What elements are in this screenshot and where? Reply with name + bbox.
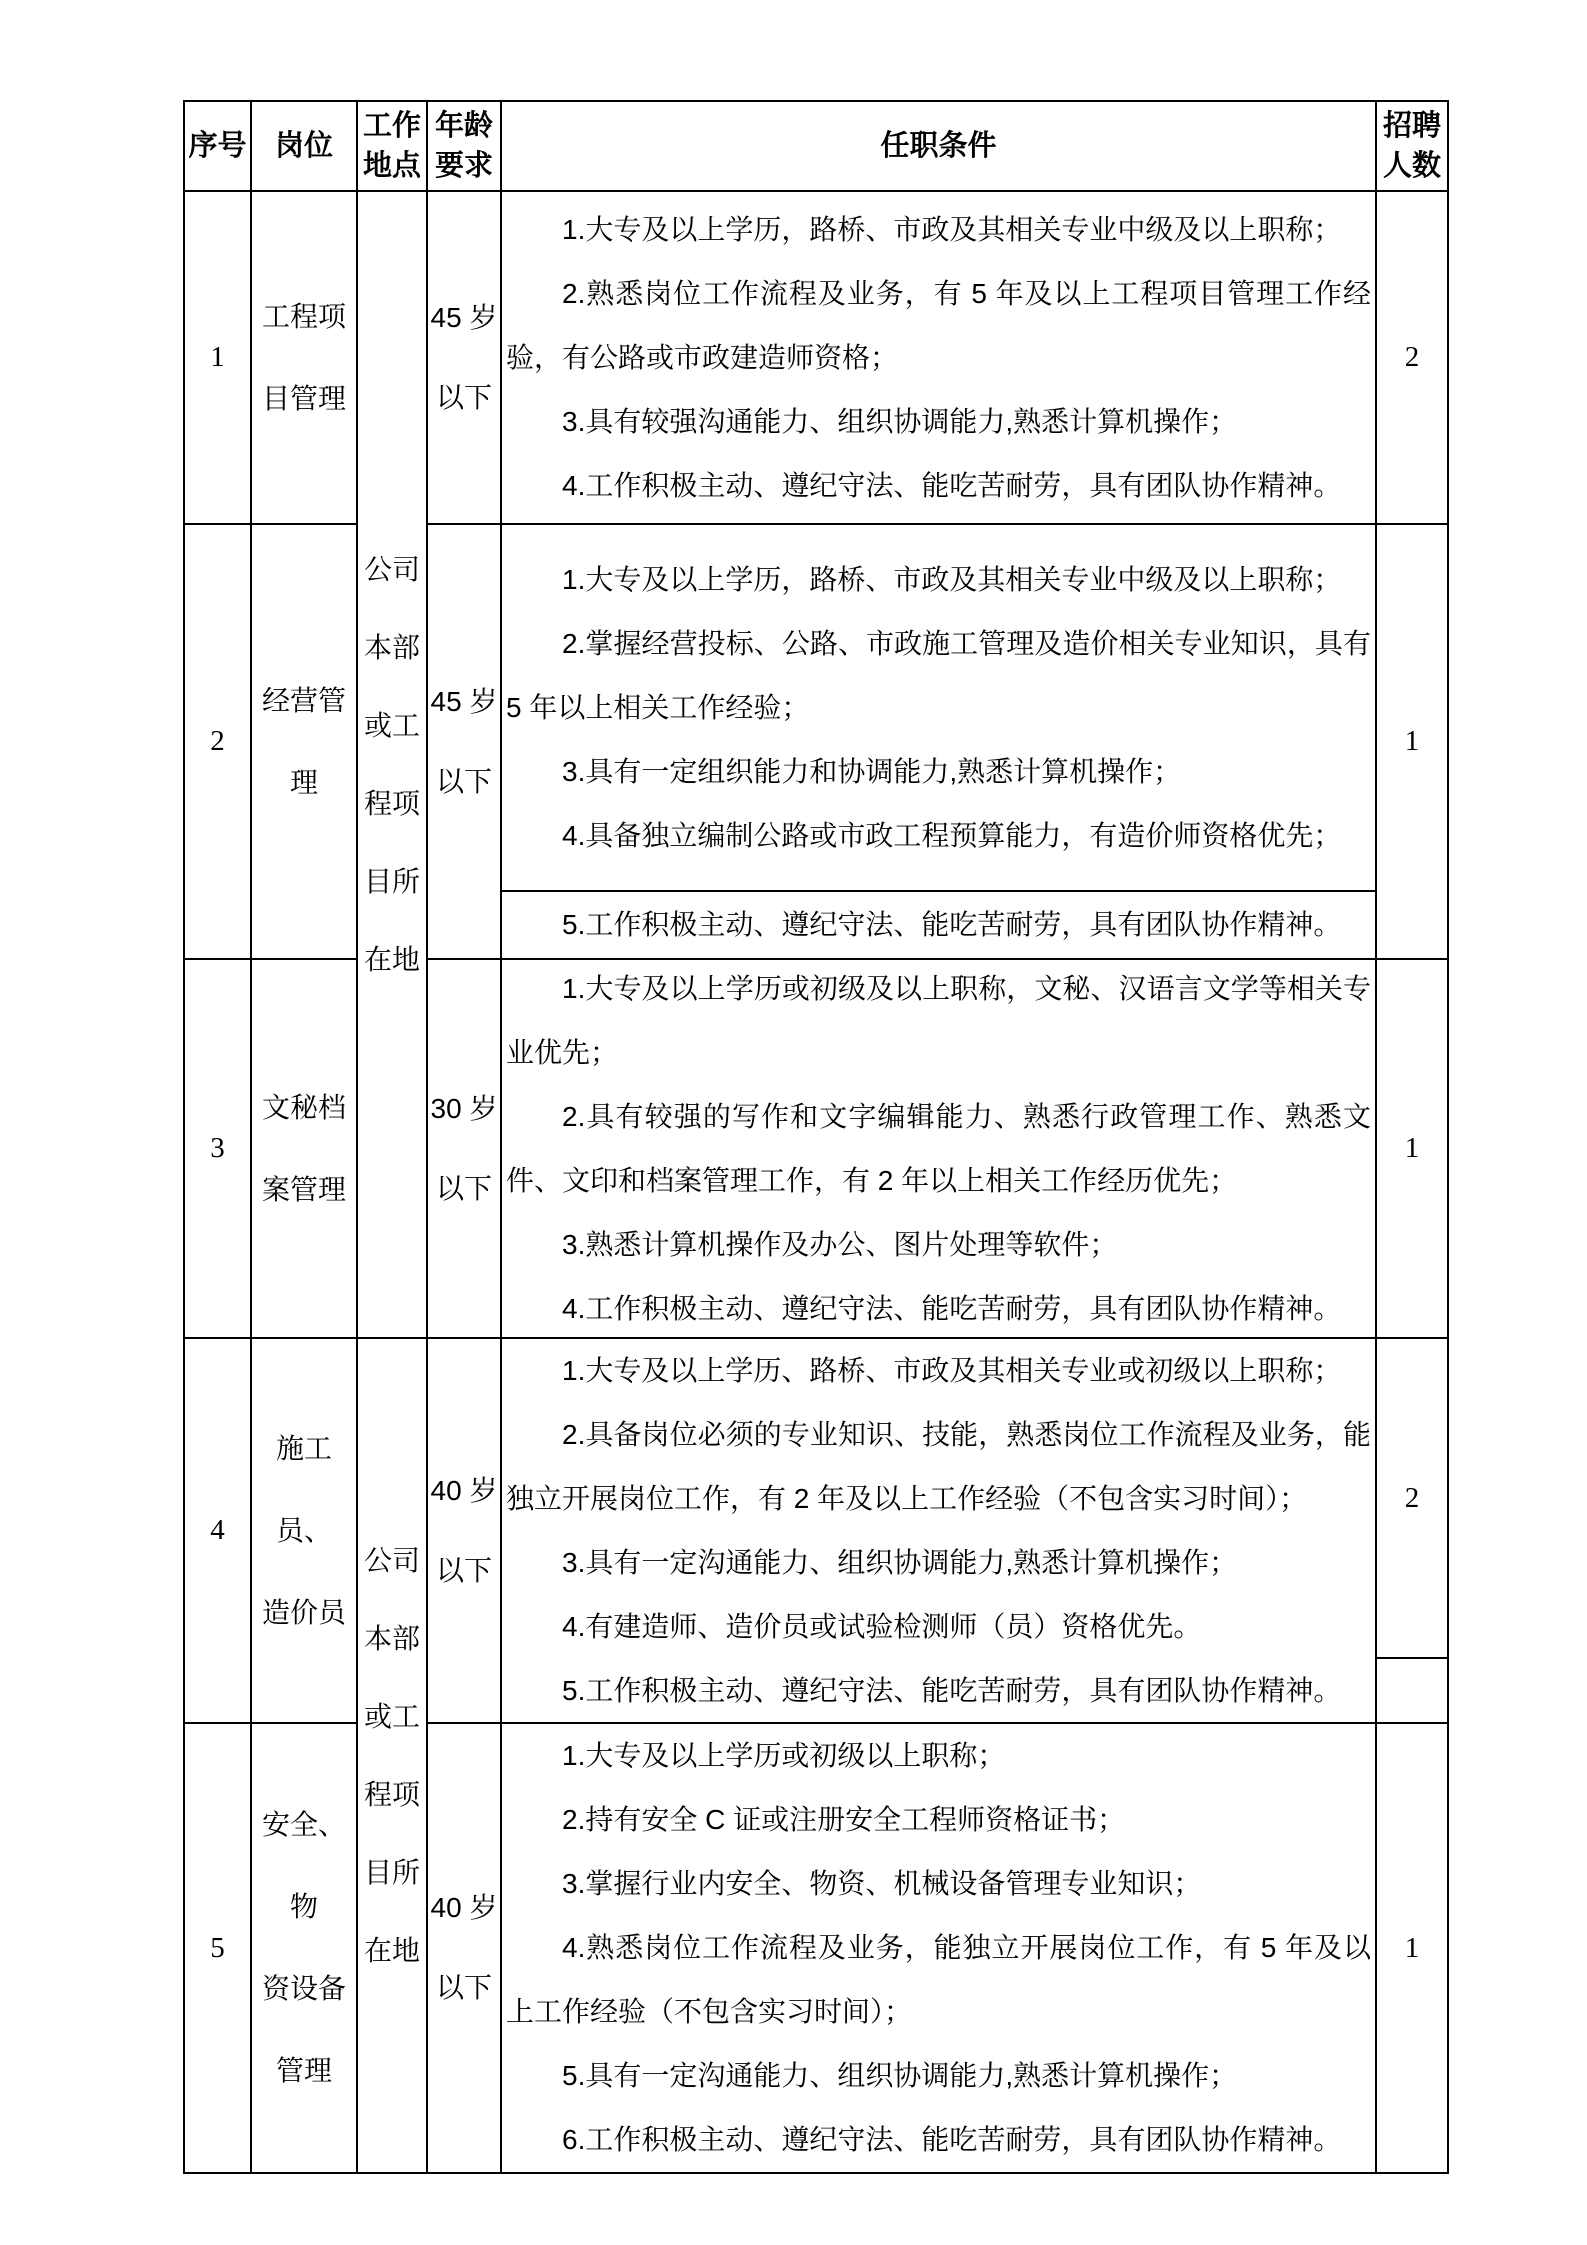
requirement-item: 1.大专及以上学历或初级以上职称； (562, 1740, 1006, 1771)
requirement-item: 5.具有一定沟通能力、组织协调能力,熟悉计算机操作； (562, 2060, 1238, 2091)
requirement-item: 2.掌握经营投标、公路、市政施工管理及造价相关专业知识，具有 5 年以上相关工作经验； (506, 627, 1371, 723)
requirement-item: 2.持有安全 C 证或注册安全工程师资格证书； (562, 1804, 1126, 1835)
row1-position: 工程项 目管理 (252, 192, 358, 525)
row4-age: 40 岁 以下 (428, 1339, 502, 1724)
requirement-item: 3.掌握行业内安全、物资、机械设备管理专业知识； (562, 1868, 1202, 1899)
row2-requirements-extra (502, 892, 1377, 960)
requirement-item: 4.工作积极主动、遵纪守法、能吃苦耐劳，具有团队协作精神。 (562, 469, 1342, 501)
requirement-item: 5.工作积极主动、遵纪守法、能吃苦耐劳，具有团队协作精神。 (562, 1674, 1342, 1706)
header-position: 岗位 (252, 102, 358, 192)
row5-position: 安全、物 资设备 管理 (252, 1724, 358, 2174)
location-cell-rows-4-5: 公司 本部 或工 程项 目所 在地 (358, 1339, 428, 2174)
row5-requirements (502, 1724, 1377, 2174)
recruitment-table (183, 100, 1449, 2174)
header-no: 序号 (185, 102, 252, 192)
row3-requirements (502, 960, 1377, 1339)
row1-requirements (502, 192, 1377, 525)
requirement-item: 3.具有较强沟通能力、组织协调能力,熟悉计算机操作； (562, 405, 1238, 437)
row2-requirement-5: 5.工作积极主动、遵纪守法、能吃苦耐劳，具有团队协作精神。 (562, 909, 1342, 940)
row4-count-empty (1377, 1659, 1449, 1724)
row1-count: 2 (1377, 192, 1449, 525)
requirement-item: 4.熟悉岗位工作流程及业务，能独立开展岗位工作，有 5 年及以上工作经验（不包含实习时间）； (506, 1932, 1371, 2027)
requirement-item: 3.熟悉计算机操作及办公、图片处理等软件； (562, 1228, 1118, 1260)
row3-age: 30 岁 以下 (428, 960, 502, 1339)
requirement-item: 2.熟悉岗位工作流程及业务，有 5 年及以上工程项目管理工作经验，有公路或市政建造师资格； (506, 277, 1371, 373)
header-count: 招聘 人数 (1377, 102, 1449, 192)
row4-no: 4 (185, 1339, 252, 1724)
row4-count: 2 (1377, 1339, 1449, 1659)
requirement-item: 1.大专及以上学历或初级及以上职称，文秘、汉语言文学等相关专业优先； (506, 972, 1371, 1068)
header-age: 年龄 要求 (428, 102, 502, 192)
requirement-item: 1.大专及以上学历，路桥、市政及其相关专业中级及以上职称； (562, 213, 1342, 245)
requirement-item: 1.大专及以上学历，路桥、市政及其相关专业中级及以上职称； (562, 563, 1342, 595)
header-requirements: 任职条件 (502, 102, 1377, 192)
row3-no: 3 (185, 960, 252, 1339)
row1-no: 1 (185, 192, 252, 525)
requirement-item: 4.具备独立编制公路或市政工程预算能力，有造价师资格优先； (562, 819, 1342, 851)
row2-no: 2 (185, 525, 252, 960)
requirement-item: 1.大专及以上学历、路桥、市政及其相关专业或初级以上职称； (562, 1354, 1342, 1386)
row2-position: 经营管 理 (252, 525, 358, 960)
row4-position: 施工员、 造价员 (252, 1339, 358, 1724)
location-cell-rows-1-3: 公司 本部 或工 程项 目所 在地 (358, 192, 428, 1339)
requirement-item: 4.有建造师、造价员或试验检测师（员）资格优先。 (562, 1610, 1202, 1642)
row5-count: 1 (1377, 1724, 1449, 2174)
requirement-item: 2.具备岗位必须的专业知识、技能，熟悉岗位工作流程及业务，能独立开展岗位工作，有 2 年及以上工作经验（不包含实习时间）； (506, 1418, 1371, 1514)
row2-age: 45 岁 以下 (428, 525, 502, 960)
row5-age: 40 岁 以下 (428, 1724, 502, 2174)
header-location: 工作 地点 (358, 102, 428, 192)
row3-count: 1 (1377, 960, 1449, 1339)
row3-position: 文秘档 案管理 (252, 960, 358, 1339)
requirement-item: 3.具有一定组织能力和协调能力,熟悉计算机操作； (562, 755, 1182, 787)
requirement-item: 3.具有一定沟通能力、组织协调能力,熟悉计算机操作； (562, 1546, 1238, 1578)
row4-requirements (502, 1339, 1377, 1724)
requirement-item: 2.具有较强的写作和文字编辑能力、熟悉行政管理工作、熟悉文件、文印和档案管理工作，有 2 年以上相关工作经历优先； (506, 1100, 1371, 1196)
row2-requirements-main (502, 525, 1377, 892)
row1-age: 45 岁 以下 (428, 192, 502, 525)
requirement-item: 6.工作积极主动、遵纪守法、能吃苦耐劳，具有团队协作精神。 (562, 2124, 1342, 2155)
row5-no: 5 (185, 1724, 252, 2174)
row2-count: 1 (1377, 525, 1449, 960)
requirement-item: 4.工作积极主动、遵纪守法、能吃苦耐劳，具有团队协作精神。 (562, 1292, 1342, 1324)
